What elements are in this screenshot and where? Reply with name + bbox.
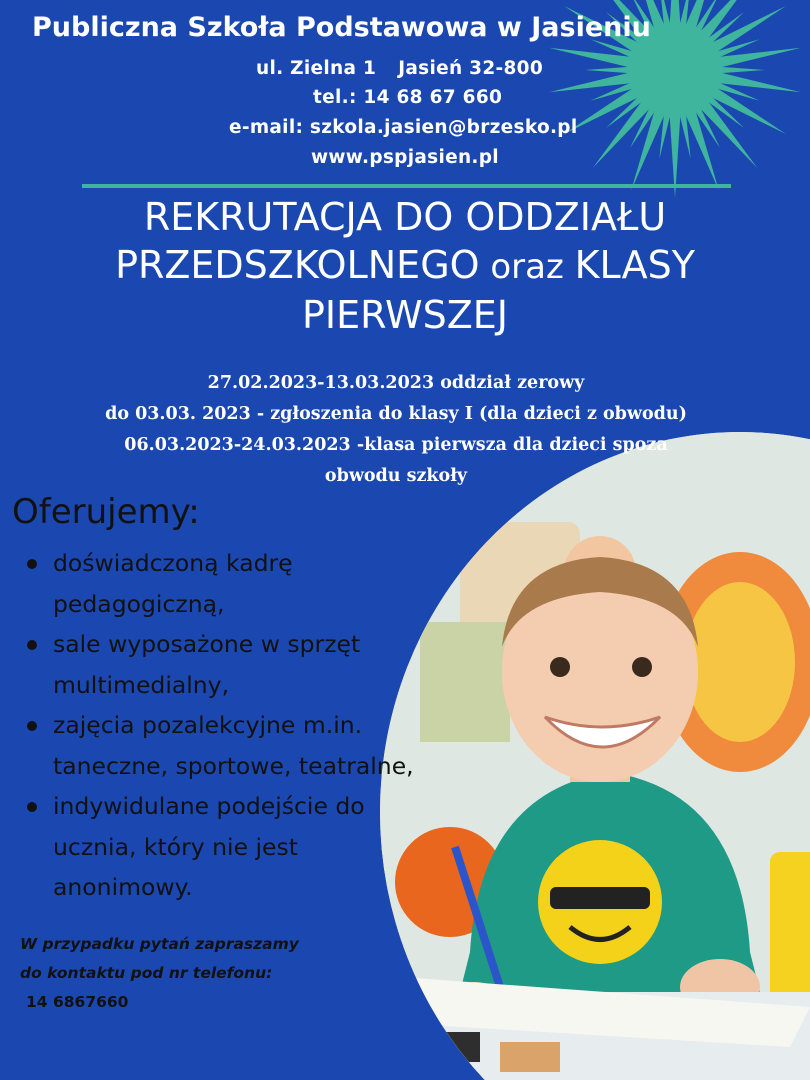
divider [82, 184, 731, 188]
recruitment-title [0, 193, 810, 339]
address-street: ul. Zielna 1 [256, 58, 377, 79]
phone-number: tel.: 14 68 67 660 [313, 87, 503, 108]
date-line: 27.02.2023-13.03.2023 oddział zerowy [207, 373, 585, 393]
list-item-text: indywidulane podejście do [53, 792, 365, 820]
list-item [22, 543, 492, 624]
date-line: do 03.03. 2023 - zgłoszenia do klasy I (dla dzieci z obwodu) [105, 404, 687, 424]
list-item-text: doświadczoną kadrę [53, 549, 293, 577]
address-city: Jasień 32-800 [398, 58, 544, 79]
date-line: obwodu szkoły [324, 466, 468, 486]
title-part-a: PRZEDSZKOLNEGO [115, 243, 480, 287]
website-link[interactable]: www.pspjasien.pl [311, 147, 499, 168]
title-line-1: REKRUTACJA DO ODDZIAŁU [143, 195, 667, 239]
list-item-text: anonimowy. [53, 873, 193, 901]
list-item [22, 786, 492, 908]
contact-note [20, 930, 299, 1017]
contact-note-line-1: W przypadku pytań zapraszamy [20, 935, 299, 953]
title-line-3: PIERWSZEJ [302, 293, 508, 337]
list-item-text: ucznia, który nie jest [53, 832, 298, 861]
email-address: e-mail: szkola.jasien@brzesko.pl [229, 117, 578, 138]
list-item-text: multimedialny, [53, 670, 230, 699]
list-item-text: zajęcia pozalekcyjne m.in. [53, 711, 363, 739]
title-part-c: KLASY [574, 243, 695, 287]
list-item-text: taneczne, sportowe, teatralne, [53, 751, 414, 780]
date-line: 06.03.2023-24.03.2023 -klasa pierwsza dla dzieci spoza [124, 435, 668, 455]
contact-phone: 14 6867660 [26, 993, 129, 1011]
school-name: Publiczna Szkoła Podstawowa w Jasieniu [32, 12, 651, 43]
recruitment-dates [0, 368, 792, 492]
offer-heading: Oferujemy: [12, 492, 200, 532]
list-item-text: sale wyposażone w sprzęt [53, 630, 361, 658]
list-item [22, 705, 492, 786]
title-line-2 [0, 241, 810, 291]
title-part-b: oraz [479, 247, 575, 287]
address [256, 58, 543, 79]
contact-note-line-2: do kontaktu pod nr telefonu: [20, 964, 273, 982]
offer-list [22, 543, 492, 908]
list-item-text: pedagogiczną, [53, 589, 225, 618]
list-item [22, 624, 492, 705]
